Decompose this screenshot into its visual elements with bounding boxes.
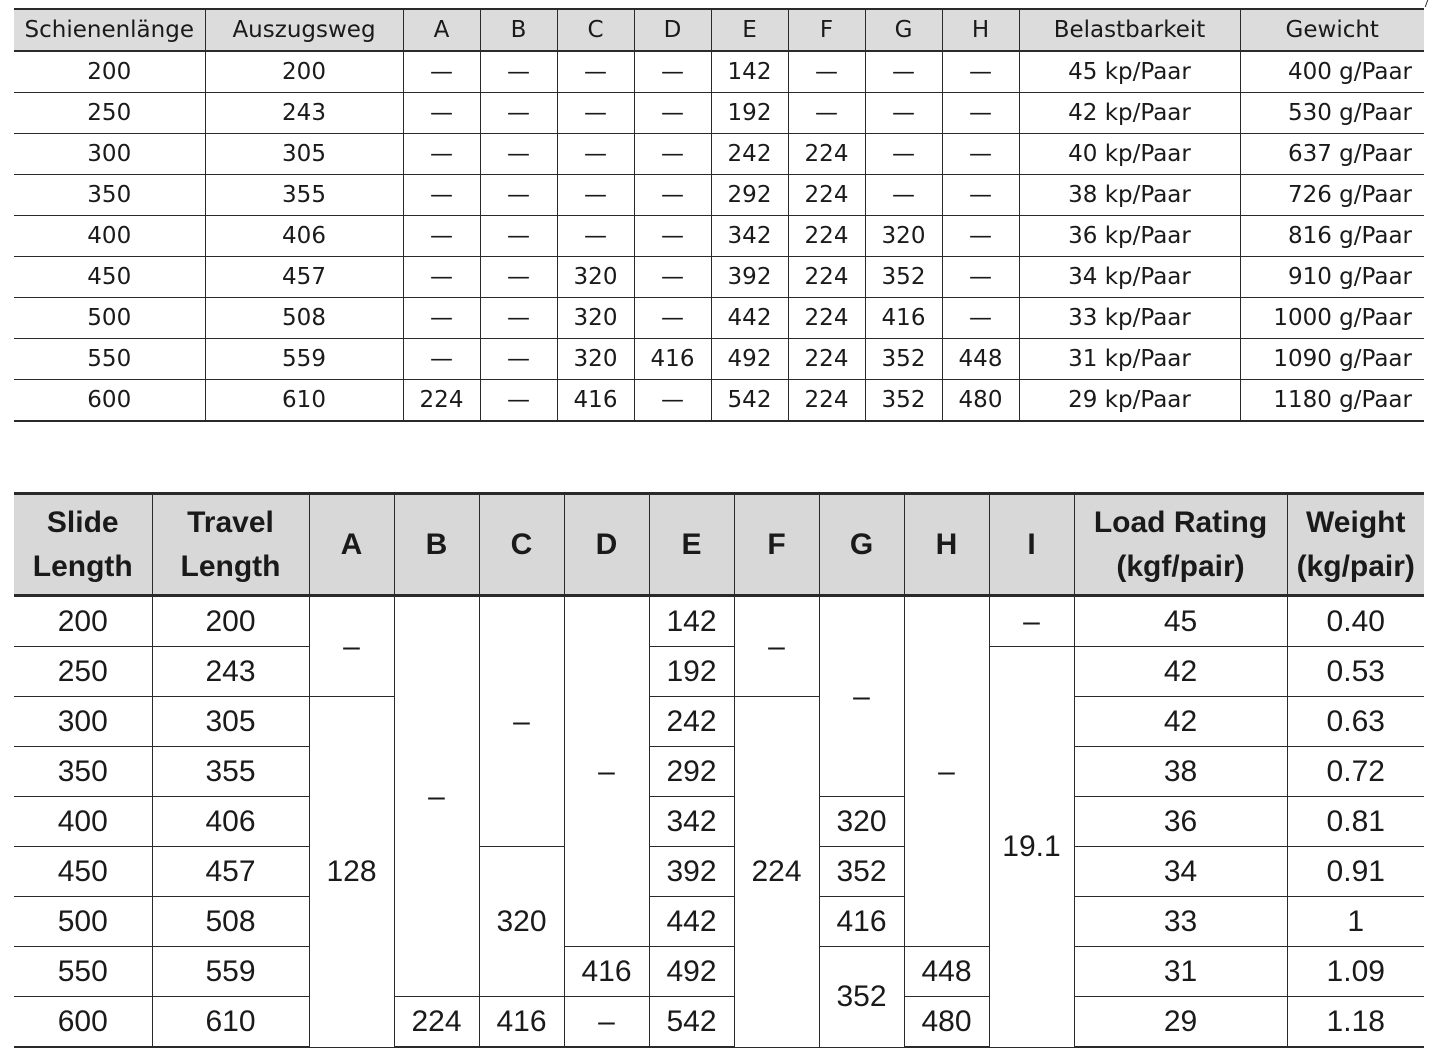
cell-g: 352 bbox=[865, 339, 942, 380]
cell-b: — bbox=[480, 339, 557, 380]
cell-b: — bbox=[480, 51, 557, 93]
cell-schienenlaenge: 350 bbox=[14, 175, 205, 216]
cell-weight: 0.72 bbox=[1287, 747, 1424, 797]
cell-h: 448 bbox=[942, 339, 1019, 380]
table-row bbox=[14, 51, 1424, 93]
cell-e: 492 bbox=[711, 339, 788, 380]
cell-c: 320 bbox=[557, 298, 634, 339]
cell-h: 480 bbox=[942, 380, 1019, 422]
cell-e: 342 bbox=[649, 797, 734, 847]
table-row bbox=[14, 697, 1424, 747]
cell-e: 192 bbox=[711, 93, 788, 134]
cell-schienenlaenge: 300 bbox=[14, 134, 205, 175]
cell-gewicht: 637 g/Paar bbox=[1240, 134, 1424, 175]
cell-gewicht: 1090 g/Paar bbox=[1240, 339, 1424, 380]
cell-schienenlaenge: 250 bbox=[14, 93, 205, 134]
cell-c: 320 bbox=[557, 257, 634, 298]
cell-d: 416 bbox=[634, 339, 711, 380]
cell-c: — bbox=[557, 51, 634, 93]
cell-h: 480 bbox=[904, 997, 989, 1048]
cell-auszugsweg: 610 bbox=[205, 380, 403, 422]
cell-auszugsweg: 559 bbox=[205, 339, 403, 380]
cell-d: — bbox=[634, 134, 711, 175]
cell-load-rating: 38 bbox=[1074, 747, 1287, 797]
specifications-table-english bbox=[14, 492, 1424, 1048]
cell-f: 224 bbox=[788, 339, 865, 380]
cell-a: — bbox=[403, 216, 480, 257]
cell-gewicht: 910 g/Paar bbox=[1240, 257, 1424, 298]
cell-belastbarkeit: 40 kp/Paar bbox=[1019, 134, 1240, 175]
cell-c-merged: – bbox=[479, 596, 564, 847]
cell-d: 416 bbox=[564, 947, 649, 997]
cell-auszugsweg: 457 bbox=[205, 257, 403, 298]
cell-slide-length: 500 bbox=[14, 897, 152, 947]
table-row bbox=[14, 175, 1424, 216]
cell-weight: 0.91 bbox=[1287, 847, 1424, 897]
cell-belastbarkeit: 45 kp/Paar bbox=[1019, 51, 1240, 93]
header-row bbox=[14, 494, 1424, 596]
table-row bbox=[14, 596, 1424, 647]
cell-belastbarkeit: 38 kp/Paar bbox=[1019, 175, 1240, 216]
cell-d: – bbox=[564, 997, 649, 1048]
header-cell: H bbox=[942, 9, 1019, 51]
cell-b: — bbox=[480, 175, 557, 216]
header-cell: Belastbarkeit bbox=[1019, 9, 1240, 51]
cell-d: — bbox=[634, 257, 711, 298]
cell-e: 392 bbox=[649, 847, 734, 897]
cell-e: 242 bbox=[711, 134, 788, 175]
cell-g: — bbox=[865, 175, 942, 216]
header-h: H bbox=[904, 494, 989, 596]
cell-travel-length: 243 bbox=[152, 647, 309, 697]
cell-a: — bbox=[403, 134, 480, 175]
cell-h: — bbox=[942, 93, 1019, 134]
header-c: C bbox=[479, 494, 564, 596]
cell-e: 142 bbox=[711, 51, 788, 93]
cell-e: 442 bbox=[649, 897, 734, 947]
cell-e: 542 bbox=[649, 997, 734, 1048]
cell-load-rating: 42 bbox=[1074, 647, 1287, 697]
table-row bbox=[14, 797, 1424, 847]
cell-h: — bbox=[942, 134, 1019, 175]
cell-gewicht: 530 g/Paar bbox=[1240, 93, 1424, 134]
cell-c: 320 bbox=[557, 339, 634, 380]
cell-e: 192 bbox=[649, 647, 734, 697]
header-e: E bbox=[649, 494, 734, 596]
header-cell: B bbox=[480, 9, 557, 51]
cell-g: 320 bbox=[819, 797, 904, 847]
table-body bbox=[14, 51, 1424, 421]
cell-d: — bbox=[634, 175, 711, 216]
cell-g: 416 bbox=[819, 897, 904, 947]
table-row bbox=[14, 134, 1424, 175]
cell-auszugsweg: 406 bbox=[205, 216, 403, 257]
cell-load-rating: 31 bbox=[1074, 947, 1287, 997]
cell-c: — bbox=[557, 175, 634, 216]
header-row bbox=[14, 9, 1424, 51]
cell-h: — bbox=[942, 257, 1019, 298]
cell-belastbarkeit: 34 kp/Paar bbox=[1019, 257, 1240, 298]
cell-f-merged: 224 bbox=[734, 697, 819, 1048]
cell-f: 224 bbox=[788, 175, 865, 216]
cell-gewicht: 400 g/Paar bbox=[1240, 51, 1424, 93]
header-a: A bbox=[309, 494, 394, 596]
cell-b: 224 bbox=[394, 997, 479, 1048]
cell-a-merged: 128 bbox=[309, 697, 394, 1048]
cell-load-rating: 33 bbox=[1074, 897, 1287, 947]
header-travel-length: Travel Length bbox=[152, 494, 309, 596]
cell-slide-length: 350 bbox=[14, 747, 152, 797]
cell-load-rating: 36 bbox=[1074, 797, 1287, 847]
table-row bbox=[14, 897, 1424, 947]
cell-c: 416 bbox=[557, 380, 634, 422]
header-load-rating: Load Rating (kgf/pair) bbox=[1074, 494, 1287, 596]
cell-e: 392 bbox=[711, 257, 788, 298]
cell-belastbarkeit: 33 kp/Paar bbox=[1019, 298, 1240, 339]
cell-auszugsweg: 200 bbox=[205, 51, 403, 93]
cell-d-merged: – bbox=[564, 596, 649, 947]
table-body bbox=[14, 596, 1424, 1048]
header-i: I bbox=[989, 494, 1074, 596]
cell-b: — bbox=[480, 134, 557, 175]
header-cell: Gewicht bbox=[1240, 9, 1424, 51]
cell-b: — bbox=[480, 216, 557, 257]
cell-d: — bbox=[634, 380, 711, 422]
cell-slide-length: 400 bbox=[14, 797, 152, 847]
cell-h: — bbox=[942, 216, 1019, 257]
cell-schienenlaenge: 450 bbox=[14, 257, 205, 298]
cell-travel-length: 457 bbox=[152, 847, 309, 897]
cell-schienenlaenge: 400 bbox=[14, 216, 205, 257]
header-d: D bbox=[564, 494, 649, 596]
cell-slide-length: 250 bbox=[14, 647, 152, 697]
cell-gewicht: 1000 g/Paar bbox=[1240, 298, 1424, 339]
cell-f: 224 bbox=[788, 134, 865, 175]
cell-e: 242 bbox=[649, 697, 734, 747]
cell-slide-length: 450 bbox=[14, 847, 152, 897]
cell-e: 542 bbox=[711, 380, 788, 422]
cell-belastbarkeit: 29 kp/Paar bbox=[1019, 380, 1240, 422]
cell-slide-length: 200 bbox=[14, 596, 152, 647]
table-row bbox=[14, 380, 1424, 422]
header-cell: Auszugsweg bbox=[205, 9, 403, 51]
cell-load-rating: 42 bbox=[1074, 697, 1287, 747]
cell-travel-length: 355 bbox=[152, 747, 309, 797]
table-row bbox=[14, 997, 1424, 1048]
cell-d: — bbox=[634, 93, 711, 134]
header-cell: D bbox=[634, 9, 711, 51]
cell-a: — bbox=[403, 51, 480, 93]
cell-g: 320 bbox=[865, 216, 942, 257]
cell-auszugsweg: 305 bbox=[205, 134, 403, 175]
cell-d: — bbox=[634, 216, 711, 257]
cell-e: 142 bbox=[649, 596, 734, 647]
cell-travel-length: 559 bbox=[152, 947, 309, 997]
cell-travel-length: 508 bbox=[152, 897, 309, 947]
cell-f: 224 bbox=[788, 298, 865, 339]
table-row bbox=[14, 216, 1424, 257]
cell-g: 416 bbox=[865, 298, 942, 339]
cell-auszugsweg: 243 bbox=[205, 93, 403, 134]
table-row bbox=[14, 647, 1424, 697]
cell-f-merged: – bbox=[734, 596, 819, 697]
cell-d: — bbox=[634, 51, 711, 93]
cell-auszugsweg: 508 bbox=[205, 298, 403, 339]
cell-b: — bbox=[480, 298, 557, 339]
cell-b: — bbox=[480, 380, 557, 422]
cell-travel-length: 610 bbox=[152, 997, 309, 1048]
cell-weight: 0.53 bbox=[1287, 647, 1424, 697]
cell-d: — bbox=[634, 298, 711, 339]
cell-travel-length: 305 bbox=[152, 697, 309, 747]
cell-belastbarkeit: 36 kp/Paar bbox=[1019, 216, 1240, 257]
cell-f: 224 bbox=[788, 216, 865, 257]
header-g: G bbox=[819, 494, 904, 596]
cell-e: 292 bbox=[711, 175, 788, 216]
cell-load-rating: 45 bbox=[1074, 596, 1287, 647]
cell-load-rating: 34 bbox=[1074, 847, 1287, 897]
header-cell: F bbox=[788, 9, 865, 51]
cell-e: 292 bbox=[649, 747, 734, 797]
cell-g: 352 bbox=[819, 847, 904, 897]
table-row bbox=[14, 747, 1424, 797]
cell-a: 224 bbox=[403, 380, 480, 422]
cell-f: — bbox=[788, 51, 865, 93]
cell-f: 224 bbox=[788, 257, 865, 298]
header-f: F bbox=[734, 494, 819, 596]
cell-h: — bbox=[942, 175, 1019, 216]
cell-b: — bbox=[480, 257, 557, 298]
cell-h: — bbox=[942, 298, 1019, 339]
cell-gewicht: 1180 g/Paar bbox=[1240, 380, 1424, 422]
cell-a: — bbox=[403, 175, 480, 216]
cell-schienenlaenge: 500 bbox=[14, 298, 205, 339]
cell-c: — bbox=[557, 134, 634, 175]
corner-mark bbox=[1417, 0, 1429, 7]
header-cell: Schienenlänge bbox=[14, 9, 205, 51]
cell-a: — bbox=[403, 298, 480, 339]
cell-g: — bbox=[865, 51, 942, 93]
cell-slide-length: 600 bbox=[14, 997, 152, 1048]
cell-a-merged: – bbox=[309, 596, 394, 697]
cell-e: 492 bbox=[649, 947, 734, 997]
cell-c: — bbox=[557, 216, 634, 257]
table-row bbox=[14, 257, 1424, 298]
cell-g: — bbox=[865, 93, 942, 134]
header-cell: C bbox=[557, 9, 634, 51]
header-b: B bbox=[394, 494, 479, 596]
cell-b-merged: – bbox=[394, 596, 479, 997]
cell-schienenlaenge: 200 bbox=[14, 51, 205, 93]
cell-schienenlaenge: 550 bbox=[14, 339, 205, 380]
cell-belastbarkeit: 42 kp/Paar bbox=[1019, 93, 1240, 134]
cell-travel-length: 200 bbox=[152, 596, 309, 647]
cell-gewicht: 816 g/Paar bbox=[1240, 216, 1424, 257]
cell-weight: 0.40 bbox=[1287, 596, 1424, 647]
cell-g: — bbox=[865, 134, 942, 175]
cell-h-merged: – bbox=[904, 596, 989, 947]
cell-f: — bbox=[788, 93, 865, 134]
cell-i: – bbox=[989, 596, 1074, 647]
table-row bbox=[14, 847, 1424, 897]
cell-g-merged: – bbox=[819, 596, 904, 797]
cell-c: — bbox=[557, 93, 634, 134]
cell-slide-length: 300 bbox=[14, 697, 152, 747]
cell-weight: 0.63 bbox=[1287, 697, 1424, 747]
header-slide-length: Slide Length bbox=[14, 494, 152, 596]
header-weight: Weight (kg/pair) bbox=[1287, 494, 1424, 596]
table-row bbox=[14, 339, 1424, 380]
cell-f: 224 bbox=[788, 380, 865, 422]
cell-weight: 1.09 bbox=[1287, 947, 1424, 997]
cell-a: — bbox=[403, 257, 480, 298]
cell-h: 448 bbox=[904, 947, 989, 997]
cell-e: 342 bbox=[711, 216, 788, 257]
cell-c: 416 bbox=[479, 997, 564, 1048]
header-cell: G bbox=[865, 9, 942, 51]
cell-weight: 0.81 bbox=[1287, 797, 1424, 847]
cell-e: 442 bbox=[711, 298, 788, 339]
table-row bbox=[14, 298, 1424, 339]
cell-g: 352 bbox=[865, 380, 942, 422]
cell-belastbarkeit: 31 kp/Paar bbox=[1019, 339, 1240, 380]
cell-g-merged: 352 bbox=[819, 947, 904, 1048]
table-row bbox=[14, 947, 1424, 997]
cell-h: — bbox=[942, 51, 1019, 93]
header-cell: E bbox=[711, 9, 788, 51]
cell-a: — bbox=[403, 93, 480, 134]
cell-gewicht: 726 g/Paar bbox=[1240, 175, 1424, 216]
cell-travel-length: 406 bbox=[152, 797, 309, 847]
cell-g: 352 bbox=[865, 257, 942, 298]
cell-slide-length: 550 bbox=[14, 947, 152, 997]
cell-weight: 1.18 bbox=[1287, 997, 1424, 1048]
cell-weight: 1 bbox=[1287, 897, 1424, 947]
cell-schienenlaenge: 600 bbox=[14, 380, 205, 422]
cell-b: — bbox=[480, 93, 557, 134]
cell-auszugsweg: 355 bbox=[205, 175, 403, 216]
cell-load-rating: 29 bbox=[1074, 997, 1287, 1048]
table-row bbox=[14, 93, 1424, 134]
cell-i-merged: 19.1 bbox=[989, 647, 1074, 1048]
specifications-table-german bbox=[14, 8, 1424, 422]
header-cell: A bbox=[403, 9, 480, 51]
cell-a: — bbox=[403, 339, 480, 380]
cell-c-merged: 320 bbox=[479, 847, 564, 997]
